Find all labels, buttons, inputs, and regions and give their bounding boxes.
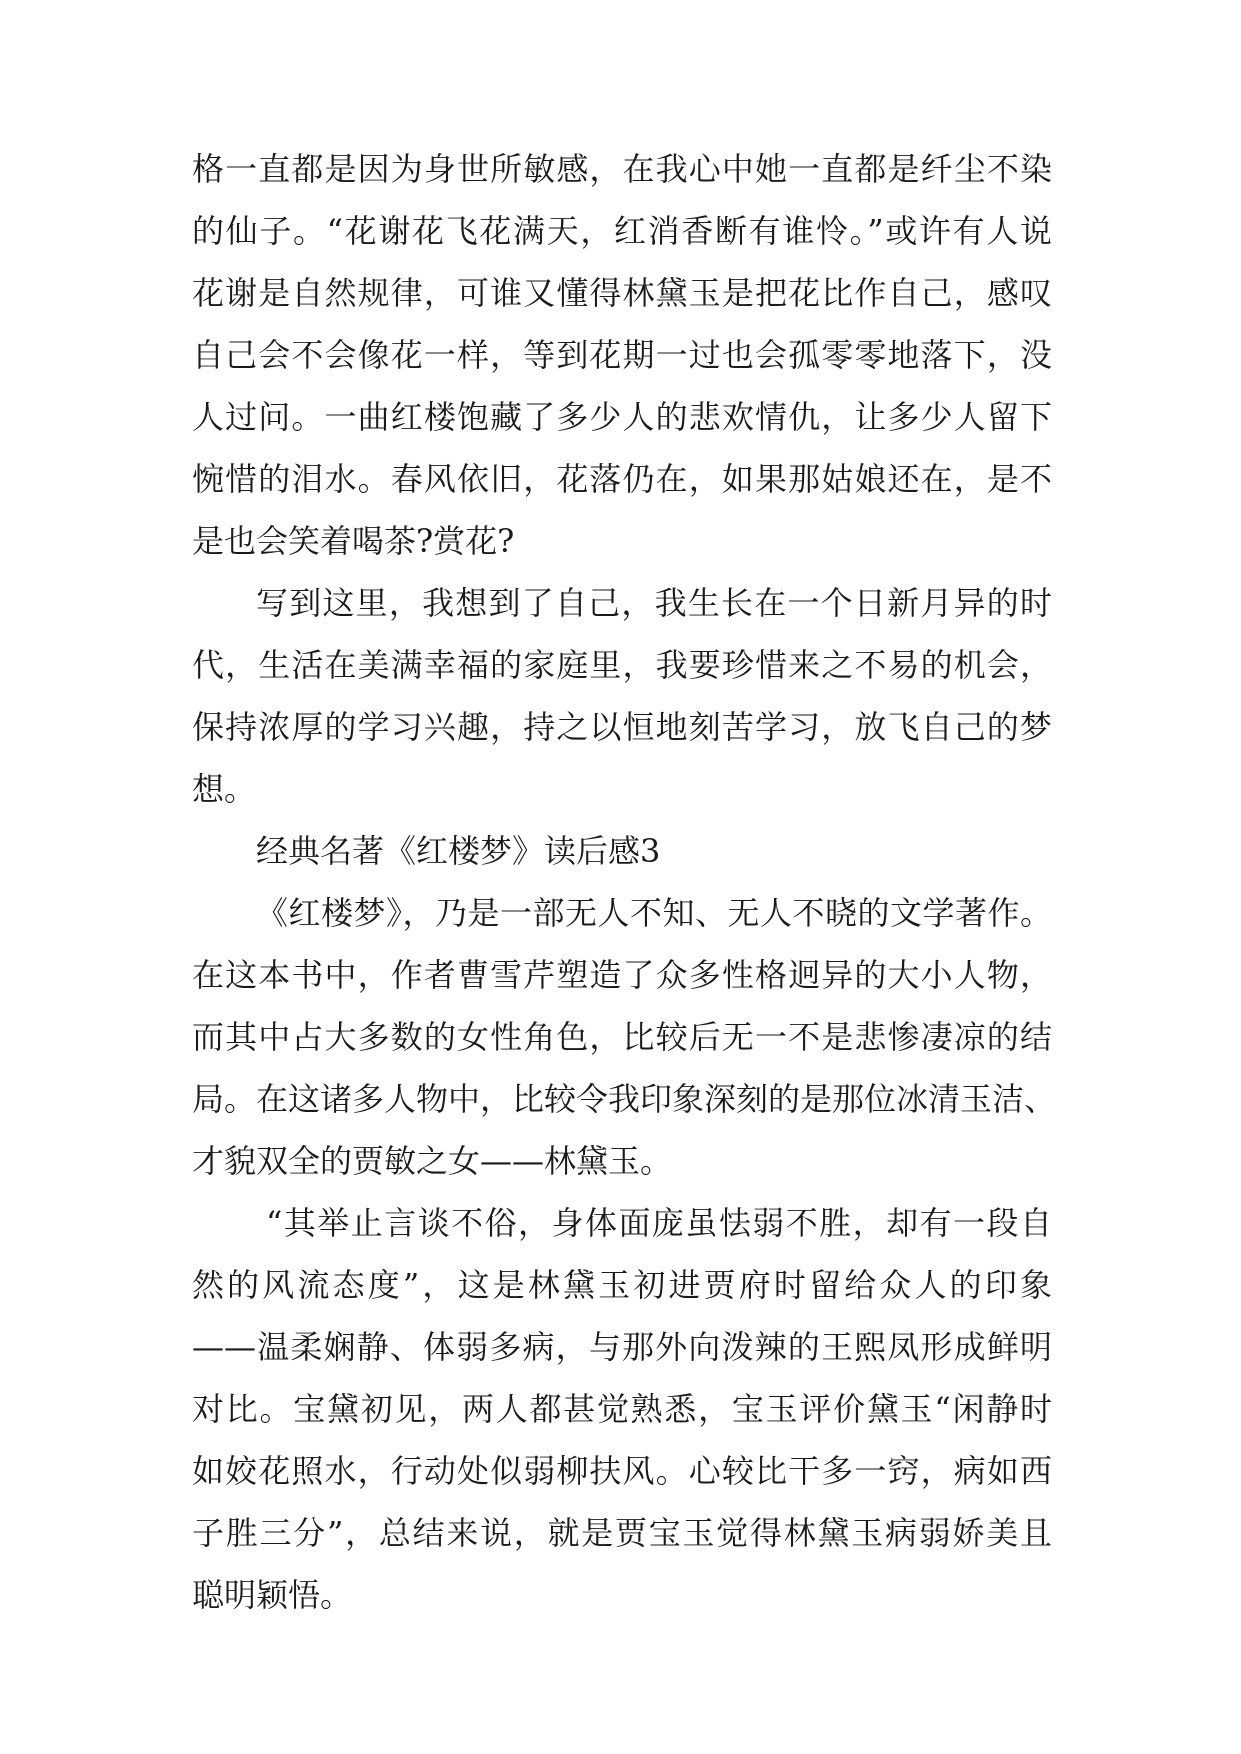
text-line: 才貌双全的贾敏之女——林黛玉。 <box>192 1142 673 1180</box>
text-line: 代，生活在美满幸福的家庭里，我要珍惜来之不易的机会， <box>192 646 1052 684</box>
text-line: 保持浓厚的学习兴趣，持之以恒地刻苦学习，放飞自己的梦 <box>192 708 1052 746</box>
text-line: 想。 <box>192 770 257 808</box>
text-line: 对比。宝黛初见，两人都甚觉熟悉，宝玉评价黛玉“闲静时 <box>192 1390 1052 1428</box>
text-line: 惋惜的泪水。春风依旧，花落仍在，如果那姑娘还在，是不 <box>192 460 1052 498</box>
text-line: 而其中占大多数的女性角色，比较后无一不是悲惨凄凉的结 <box>192 1018 1052 1056</box>
text-line: 局。在这诸多人物中，比较令我印象深刻的是那位冰清玉洁、 <box>192 1080 1057 1118</box>
text-line: ——温柔娴静、体弱多病，与那外向泼辣的王熙凤形成鲜明 <box>192 1328 1052 1366</box>
text-line: 格一直都是因为身世所敏感，在我心中她一直都是纤尘不染 <box>192 150 1052 188</box>
text-line: 人过问。一曲红楼饱藏了多少人的悲欢情仇，让多少人留下 <box>192 398 1052 436</box>
text-line: 自己会不会像花一样，等到花期一过也会孤零零地落下，没 <box>192 336 1052 374</box>
text-line: 的仙子。“花谢花飞花满天，红消香断有谁怜。”或许有人说 <box>192 212 1052 250</box>
text-line: 子胜三分”，总结来说，就是贾宝玉觉得林黛玉病弱娇美且 <box>192 1514 1052 1552</box>
text-line: 写到这里，我想到了自己，我生长在一个日新月异的时 <box>256 584 1052 622</box>
text-line: 然的风流态度”，这是林黛玉初进贾府时留给众人的印象 <box>192 1266 1052 1304</box>
text-line: 花谢是自然规律，可谁又懂得林黛玉是把花比作自己，感叹 <box>192 274 1052 312</box>
text-line: “其举止言谈不俗，身体面庞虽怯弱不胜，却有一段自 <box>266 1204 1052 1242</box>
text-line: 聪明颖悟。 <box>192 1576 353 1614</box>
text-line: 在这本书中，作者曹雪芹塑造了众多性格迥异的大小人物， <box>192 956 1052 994</box>
text-line: 如姣花照水，行动处似弱柳扶风。心较比干多一窍，病如西 <box>192 1452 1052 1490</box>
section-heading: 经典名著《红楼梦》读后感3 <box>256 832 661 870</box>
text-line: 是也会笑着喝茶?赏花? <box>192 522 515 560</box>
text-line: 《红楼梦》，乃是一部无人不知、无人不晓的文学著作。 <box>256 894 1052 932</box>
